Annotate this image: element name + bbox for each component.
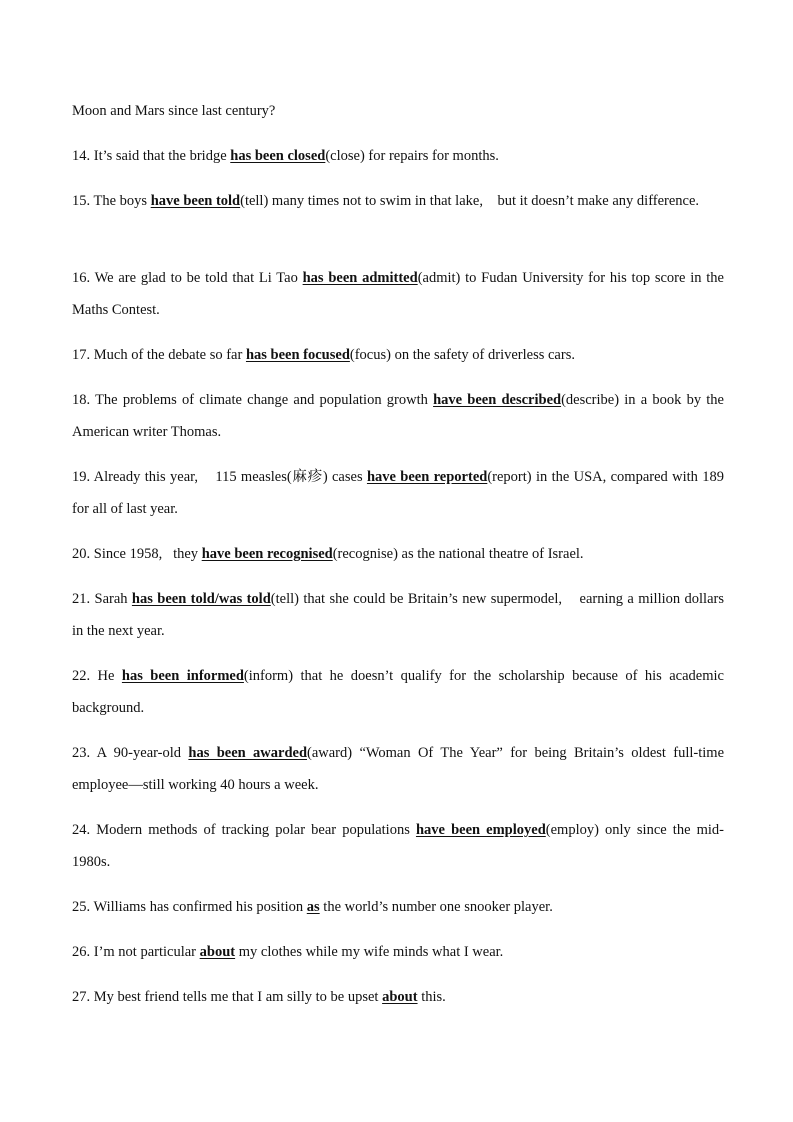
question-23: 23. A 90-year-old has been awarded(award) “Woman Of The Year” for being Britain’s oldest full-time employee—still working 40 hours a week. [72,745,725,793]
answer-19: have been reported [366,469,488,485]
answer-23: has been awarded [188,745,308,761]
answer-18: have been described [433,392,562,408]
question-24: 24. Modern methods of tracking polar bear populations have been employed(employ) only since the mid-1980s. [72,822,725,870]
answer-16: has been admitted [302,270,418,286]
answer-24: have been employed [415,822,546,838]
paragraph-continuation: Moon and Mars since last century? [72,103,276,119]
answer-27: about [382,989,418,1005]
question-20: 20. Since 1958, they have been recognised(recognise) as the national theatre of Israel. [72,546,584,562]
answer-20: have been recognised [201,546,333,562]
answer-15: have been told [150,193,241,209]
answer-17: has been focused [245,347,350,363]
question-14: 14. It’s said that the bridge has been closed(close) for repairs for months. [72,148,499,164]
question-19: 19. Already this year, 115 measles(麻疹) cases have been reported(report) in the USA, compared with 189 for all of last year. [72,469,724,517]
answer-25: as [306,899,320,915]
answer-22: has been informed [121,668,244,684]
question-16: 16. We are glad to be told that Li Tao has been admitted(admit) to Fudan University for his top score in the Maths Contest. [72,270,724,318]
question-27: 27. My best friend tells me that I am silly to be upset about this. [72,989,446,1005]
question-15: 15. The boys have been told(tell) many times not to swim in that lake, but it doesn’t make any difference. [72,193,700,209]
answer-26: about [199,944,236,960]
question-21: 21. Sarah has been told/was told(tell) that she could be Britain’s new supermodel, earning a million dollars in the next year. [72,591,724,639]
question-18: 18. The problems of climate change and population growth have been described(describe) in a book by the American writer Thomas. [72,392,724,440]
answer-14: has been closed [230,148,326,164]
question-22: 22. He has been informed(inform) that he doesn’t qualify for the scholarship because of his academic background. [72,668,724,716]
question-17: 17. Much of the debate so far has been focused(focus) on the safety of driverless cars. [72,347,575,363]
question-25: 25. Williams has confirmed his position as the world’s number one snooker player. [72,899,553,915]
answer-21: has been told/was told [131,591,271,607]
question-26: 26. I’m not particular about my clothes while my wife minds what I wear. [72,944,504,960]
